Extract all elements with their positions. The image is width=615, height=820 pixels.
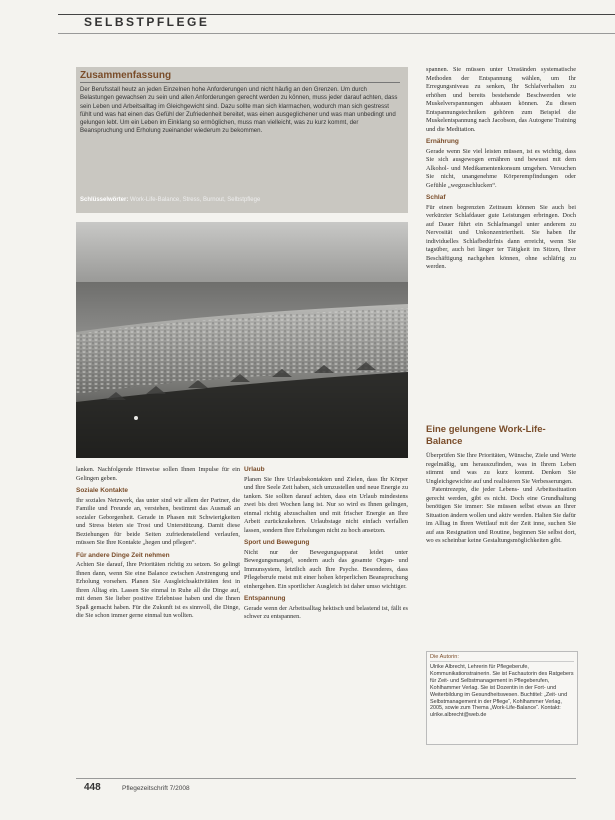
text-column-middle (244, 466, 408, 764)
text-column-right-top (426, 66, 576, 412)
author-text: Ulrike Albrecht, Lehrerin für Pflegeberufe, Kommunikationstrainerin. Sie ist Fachautorin des Ratgebers für Zeit- und Selbstmanagement in Pflegeberufen, Kohlhammer Verlag. Sie ist Dozentin in der Fort- und Weiterbildung im Gesundheitswesen. Buchtitel: „Zeit- und Selbstmanagement in der Pflege“, Kohlhammer Verlag, 2005, sowie zum Thema „Work-Life-Balance“. Kontakt: ulrike.albrecht@web.de (430, 664, 574, 719)
author-label: Die Autorin: (430, 654, 574, 662)
author-box (426, 651, 578, 745)
section-title: SELBSTPFLEGE (84, 15, 210, 29)
text-column-right-bottom (426, 452, 576, 642)
paragraph-nutrition: Gerade wenn Sie viel leisten müssen, ist es wichtig, dass Sie sich ausgewogen ernähren und bewusst mit dem Alkohol- und Medikamentenkonsum umgehen. Versuchen Sie nicht, unangenehme Körperempfindungen oder Gefühle „wegzuschlucken“. (426, 147, 576, 189)
text-column-left (76, 466, 240, 760)
subheading-nutrition: Ernährung (426, 138, 459, 145)
paragraph-vacation: Planen Sie Ihre Urlaubskontakten und Zielen, dass Ihr Körper und Ihre Seele Zeit haben, sich umzustellen und neue Energie zu tanken. Sie sollten darauf achten, dass ein Urlaub mindestens zwei bis drei Wochen lang ist. Nur so wird es Ihnen gelingen, einmal richtig abzuschalten und mit frischer Energie an Ihre Arbeit zurückzukehren. Urlaubstage nicht einfach verfallen lassen, sondern Ihre Erholungen nicht zu hoch ansetzen. (244, 475, 408, 534)
left-intro: lanken. Nachfolgende Hinweise sollen Ihnen Impulse für ein Gelingen geben. (76, 466, 240, 482)
subheading-vacation: Urlaub (244, 466, 265, 473)
paragraph-balance-2: Patentrezepte, die jeder Lebens- und Arbeitssituation gerecht werden, gibt es nicht. Doch eine Grundhaltung benötigen Sie immer: Sie müssen selbst etwas an Ihrer Situation ändern wollen und aktiv werden. Halten Sie dafür im Alltag in Ihren Wettlauf mit der Zeit inne, suchen Sie auf aus Resignation und Routine, beginnen Sie selbst dort, wo es scheinbar keine Gestaltungsmöglichkeiten gibt. (426, 486, 576, 544)
section-heading: Eine gelungene Work-Life-Balance (426, 424, 546, 447)
keywords-text: Work-Life-Balance, Stress, Burnout, Selbstpflege (130, 197, 261, 203)
summary-keywords (80, 196, 404, 204)
beach-photo (76, 222, 408, 458)
paragraph-relaxation-continued: spannen. Sie müssen unter Umständen systematische Methoden der Entspannung wählen, um Ihr Erregungsniveau zu senken, Ihr Schlafverhalten zu erhöhen und bereits bestehende Beschwerden wie Muskelverspannungen abbauen können. Zu diesen Entspannungstechniken gehören zum Beispiel die Muskelentspannung nach Jacobson, das Autogene Training und die Meditation. (426, 66, 576, 133)
paragraph-time-for-other-things: Achten Sie darauf, Ihre Prioritäten richtig zu setzen. So gelingt Ihnen dann, wenn Sie eine Balance zwischen Anstrengung und Erholung vorsehen. Planen Sie Ausgleichsaktivitäten fest in Ihren Alltag ein. Lassen Sie einmal in Ruhe all die Dinge auf, mit denen Sie lieber positive Erlebnisse haben und die Ihnen Spaß gemacht haben. Für die Zukunft ist es sinnvoll, die Dinge, die Sie schon immer gerne einmal tun wollten. (76, 561, 240, 619)
footer-rule (76, 778, 576, 779)
summary-heading: Zusammenfassung (80, 70, 172, 81)
subheading-relaxation: Entspannung (244, 595, 286, 602)
subheading-sleep: Schlaf (426, 194, 446, 201)
paragraph-balance-1: Überprüfen Sie Ihre Prioritäten, Wünsche, Ziele und Werte regelmäßig, um herauszufinden, was in Ihrem Leben stimmt und was zu kurz kommt. Denken Sie Ungleichgewichte auf und realisieren Sie Verbesserungen. (426, 452, 576, 485)
keywords-label: Schlüsselwörter: (80, 197, 129, 203)
paragraph-sport: Nicht nur der Bewegungsapparat leidet unter Bewegungsmangel, sondern auch das gesamte Organ- und Immunsystem, letztlich auch Ihre Psyche. Besonderes, dass Pflegeberufe meist mit einer hohen körperlichen Beanspruchung einhergehen. Ein sportlicher Ausgleich ist daher umso wichtiger. (244, 548, 408, 590)
subheading-social-contacts: Soziale Kontakte (76, 487, 129, 494)
paragraph-relaxation: Gerade wenn der Arbeitsalltag hektisch und belastend ist, fällt es schwer zu entspannen. (244, 604, 408, 620)
paragraph-sleep: Für einen begrenzten Zeitraum können Sie auch bei verkürzter Schlafdauer gute Leistungen erbringen. Doch auf Dauer führt ein Schlafmangel unter anderem zu Nervosität und Unkonzentriertheit. Sie haben Ihr individuelles Schlafbedürfnis dann erreicht, wenn Sie tagsüber, auch bei länger ter Tätigkeit im Sitzen, Ihrer Beschäftigung nachgehen können, ohne schläfrig zu werden. (426, 203, 576, 270)
summary-rule (80, 82, 400, 83)
paragraph-social-contacts: Ihr soziales Netzwerk, das unter sind wir allem der Partner, die Familie und Freunde an, verstehen, bestimmt das Ausmaß an sozialer Geborgenheit. Gerade in Phasen mit Schwierigkeiten und Stress bieten sie Trost und Unterstützung. Damit diese Beziehungen für beide Seiten zufriedenstellend verlaufen, müssen Sie Ihre Kontakte „hegen und pflegen“. (76, 496, 240, 546)
summary-body: Der Berufsstall heutz an jeden Einzelnen hohe Anforderungen und nicht häufig an den Grenzen. Um durch Belastungen gewachsen zu sein und allen Anforderungen gerecht werden zu können, muss jeder darauf achten, dass sein Leben und Arbeitsalltag im Gleichgewicht sind. Dazu sollte man sich klarmachen, wodurch man sich gestresst fühlt und was hat einen das Gefühl der Zufriedenheit bereitet, was einen ausgeglichener und was man unbedingt und gelungen lebt. Um ein Leben im Einklang so ermöglichen, muss man vielleicht, was zu kurz kommt, der Beanspruchung und Erholung zueinander wiederum zu bekommen. (80, 86, 398, 135)
subheading-time-for-other-things: Für andere Dinge Zeit nehmen (76, 551, 170, 559)
subheading-sport: Sport und Bewegung (244, 539, 310, 546)
page-number: 448 (84, 782, 101, 793)
footer-source: Pflegezeitschrift 7/2008 (122, 785, 190, 792)
